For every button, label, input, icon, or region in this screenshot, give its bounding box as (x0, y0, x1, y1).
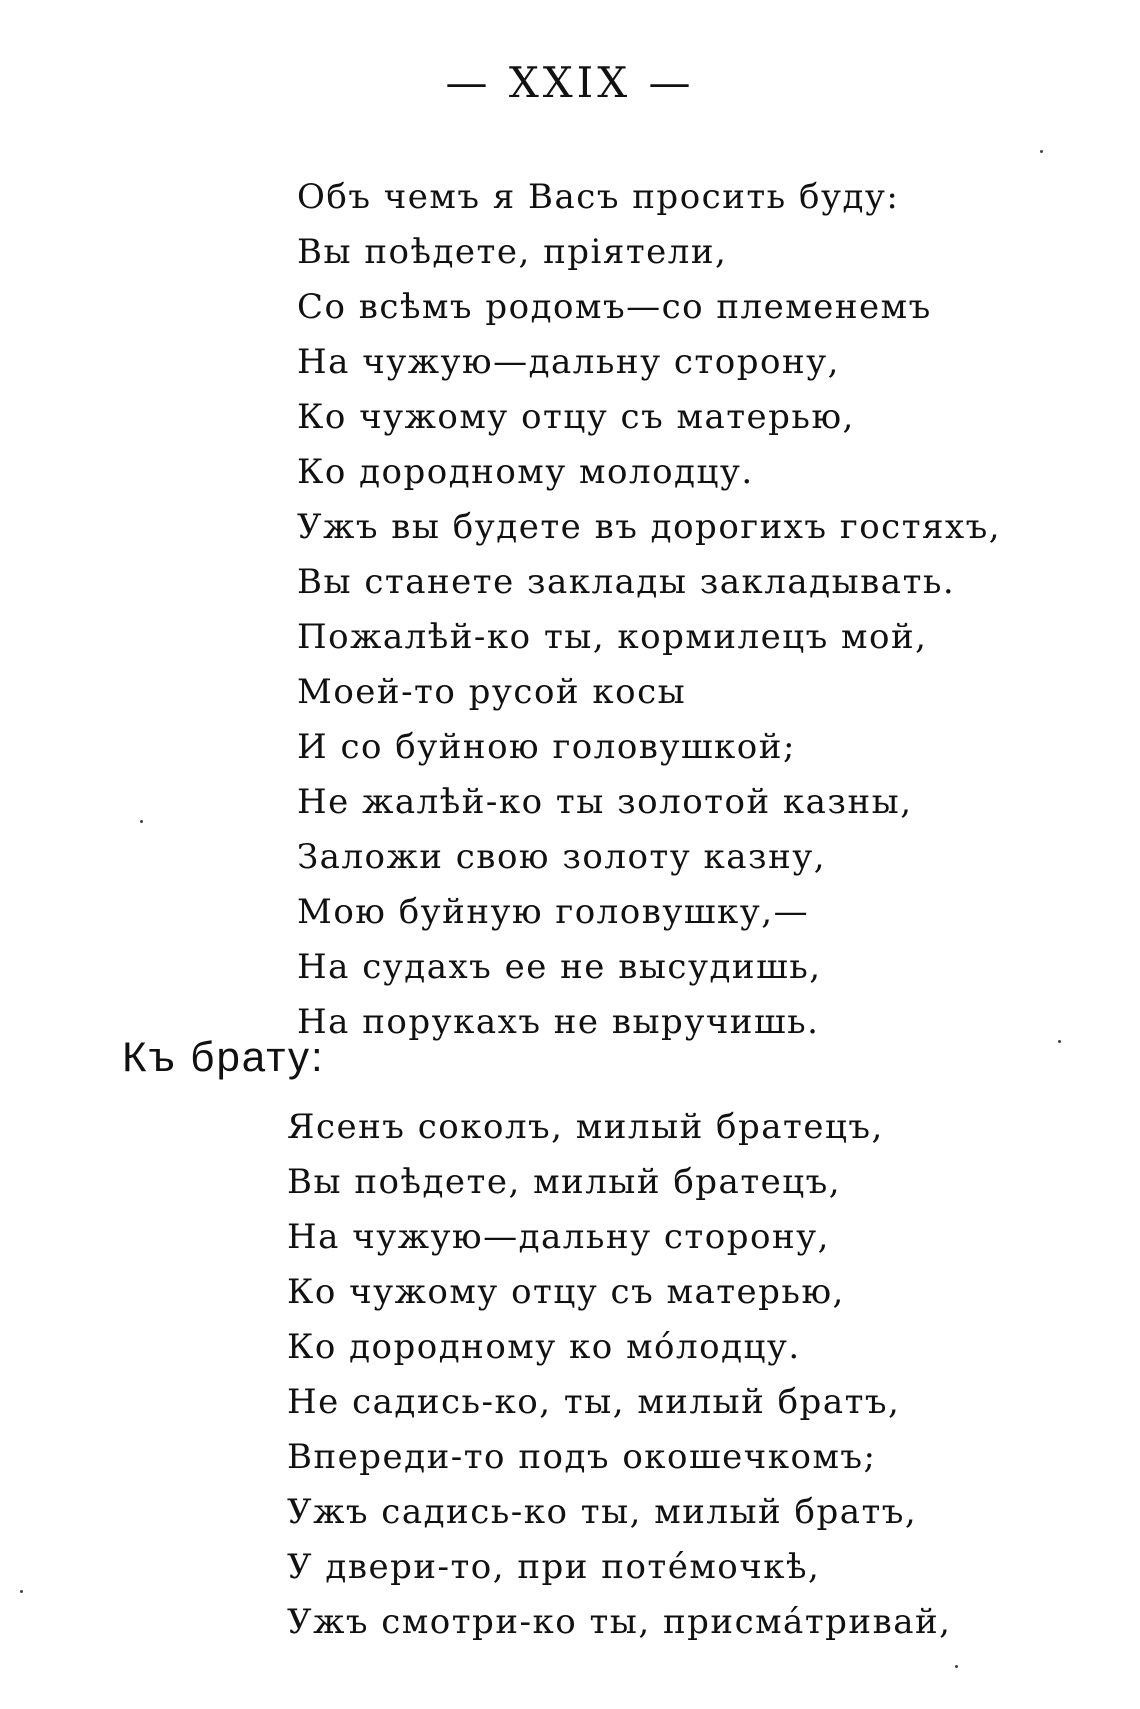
verse-line: Вы станете заклады закладывать. (297, 562, 956, 602)
verse-line: Ко дородному ко мóлодцу. (287, 1327, 801, 1367)
verse-line: Мою буйную головушку,— (297, 892, 810, 932)
verse-line: У двери-то, при потéмочкѣ, (287, 1547, 821, 1587)
page-number-header: — XXIX — (445, 58, 695, 107)
verse-line: Со всѣмъ родомъ—со племенемъ (297, 287, 932, 327)
verse-line: Моей-то русой косы (297, 672, 687, 712)
verse-line: На порукахъ не выручишь. (297, 1002, 820, 1042)
verse-line: Ко чужому отцу съ матерью, (287, 1272, 845, 1312)
verse-line: Ко чужому отцу съ матерью, (297, 397, 855, 437)
verse-line: И со буйною головушкой; (297, 727, 796, 767)
verse-line: Ужъ смотри-ко ты, присмáтривай, (287, 1602, 952, 1642)
stanza-to-brother (287, 1100, 951, 1650)
verse-line: На судахъ ее не высудишь, (297, 947, 822, 987)
paper-speck (140, 820, 143, 823)
verse-line: Заложи свою золоту казну, (297, 837, 827, 877)
verse-line: Не жалѣй-ко ты золотой казны, (297, 782, 913, 822)
paper-speck (1040, 150, 1043, 153)
paper-speck (955, 1665, 958, 1668)
paper-speck (1058, 1040, 1061, 1043)
verse-line: Ко дородному молодцу. (297, 452, 754, 492)
section-heading-to-brother: Къ брату: (122, 1033, 325, 1080)
verse-line: Пожалѣй-ко ты, кормилецъ мой, (297, 617, 928, 657)
verse-line: На чужую—дальну сторону, (287, 1217, 830, 1257)
verse-line: На чужую—дальну сторону, (297, 342, 840, 382)
verse-line: Впереди-то подъ окошечкомъ; (287, 1437, 877, 1477)
verse-line: Ясенъ соколъ, милый братецъ, (287, 1107, 884, 1147)
stanza-to-friends (297, 170, 1001, 1050)
verse-line: Не садись-ко, ты, милый братъ, (287, 1382, 901, 1422)
verse-line: Вы поѣдете, пріятели, (297, 232, 728, 272)
verse-line: Вы поѣдете, милый братецъ, (287, 1162, 842, 1202)
paper-speck (20, 1590, 23, 1593)
verse-line: Ужъ вы будете въ дорогихъ гостяхъ, (297, 507, 1002, 547)
verse-line: Ужъ садись-ко ты, милый братъ, (287, 1492, 918, 1532)
verse-line: Объ чемъ я Васъ просить буду: (297, 177, 900, 217)
